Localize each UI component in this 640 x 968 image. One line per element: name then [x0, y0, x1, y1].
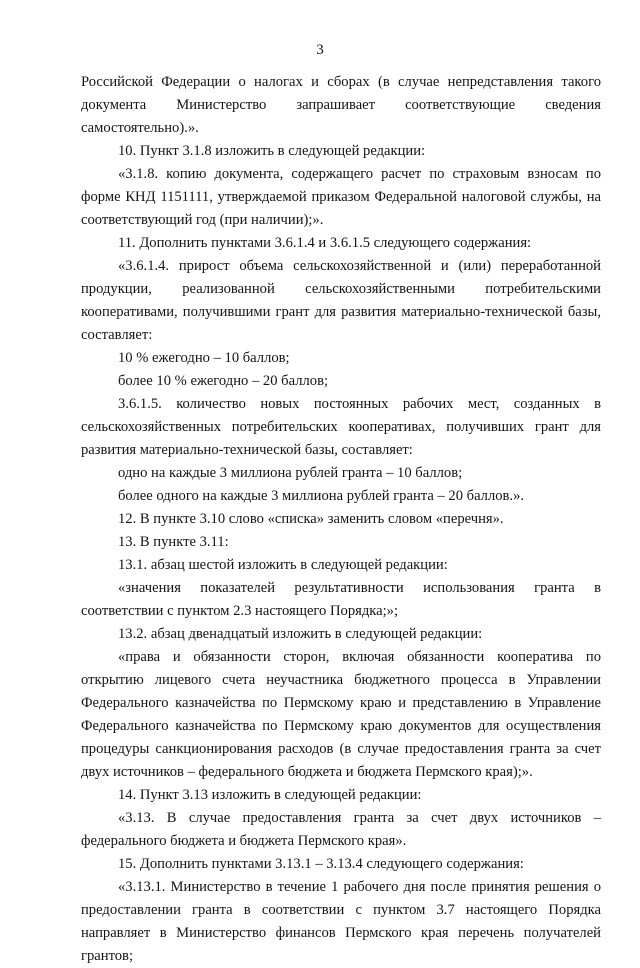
paragraph-13: 13. В пункте 3.11:	[118, 534, 229, 550]
paragraph-13-2: 13.2. абзац двенадцатый изложить в следующей редакции:	[118, 626, 483, 642]
paragraph-13-1: 13.1. абзац шестой изложить в следующей редакции:	[118, 557, 448, 573]
paragraph-rights-obligations: «права и обязанности сторон, включая обязанности кооператива по открытию лицевого счета неучастника бюджетного процесса в Управлении Федерального казначейства по Пермскому краю и представлению в Управление Федерального казначейства по Пермскому краю документов для осуществления процедуры санкционирования расходов (в случае предоставления гранта за счет двух источников – федерального бюджета и бюджета Пермского края);».	[81, 649, 601, 780]
document-body	[81, 71, 601, 968]
paragraph-1-continuation: Российской Федерации о налогах и сборах (в случае непредставления такого документа Министерство запрашивает соответствующие сведения самостоятельно).».	[81, 74, 601, 136]
paragraph-3-6-1-4: «3.6.1.4. прирост объема сельскохозяйственной и (или) переработанной продукции, реализованной сельскохозяйственными потребительскими кооперативами, получившими грант для развития материально-технической базы, составляет:	[81, 258, 601, 343]
paragraph-15: 15. Дополнить пунктами 3.13.1 – 3.13.4 следующего содержания:	[118, 856, 524, 872]
paragraph-3-13-1: «3.13.1. Министерство в течение 1 рабочего дня после принятия решения о предоставлении гранта в соответствии с пунктом 3.7 настоящего Порядка направляет в Министерство финансов Пермского края перечень получателей грантов;	[81, 879, 601, 964]
paragraph-10: 10. Пункт 3.1.8 изложить в следующей редакции:	[118, 143, 426, 159]
paragraph-3-1-8: «3.1.8. копию документа, содержащего расчет по страховым взносам по форме КНД 1151111, утверждаемой приказом Федеральной налоговой службы, на соответствующий год (при наличии);».	[81, 166, 601, 228]
paragraph-14: 14. Пункт 3.13 изложить в следующей редакции:	[118, 787, 422, 803]
page-number: 3	[316, 42, 324, 58]
paragraph-3-6-1-5: 3.6.1.5. количество новых постоянных рабочих мест, созданных в сельскохозяйственных потребительских кооперативах, получивших грант для развития материально-технической базы, составляет:	[81, 396, 601, 458]
paragraph-more-than-one: более одного на каждые 3 миллиона рублей гранта – 20 баллов.».	[118, 488, 525, 504]
paragraph-12: 12. В пункте 3.10 слово «списка» заменить словом «перечня».	[118, 511, 504, 527]
paragraph-more-10-percent: более 10 % ежегодно – 20 баллов;	[118, 373, 329, 389]
paragraph-10-percent: 10 % ежегодно – 10 баллов;	[118, 350, 290, 366]
paragraph-indicator-values: «значения показателей результативности использования гранта в соответствии с пунктом 2.3 настоящего Порядка;»;	[81, 580, 601, 619]
paragraph-3-13: «3.13. В случае предоставления гранта за счет двух источников – федерального бюджета и бюджета Пермского края».	[81, 810, 601, 849]
paragraph-11: 11. Дополнить пунктами 3.6.1.4 и 3.6.1.5 следующего содержания:	[118, 235, 532, 251]
paragraph-one-per-3-million: одно на каждые 3 миллиона рублей гранта – 10 баллов;	[118, 465, 463, 481]
